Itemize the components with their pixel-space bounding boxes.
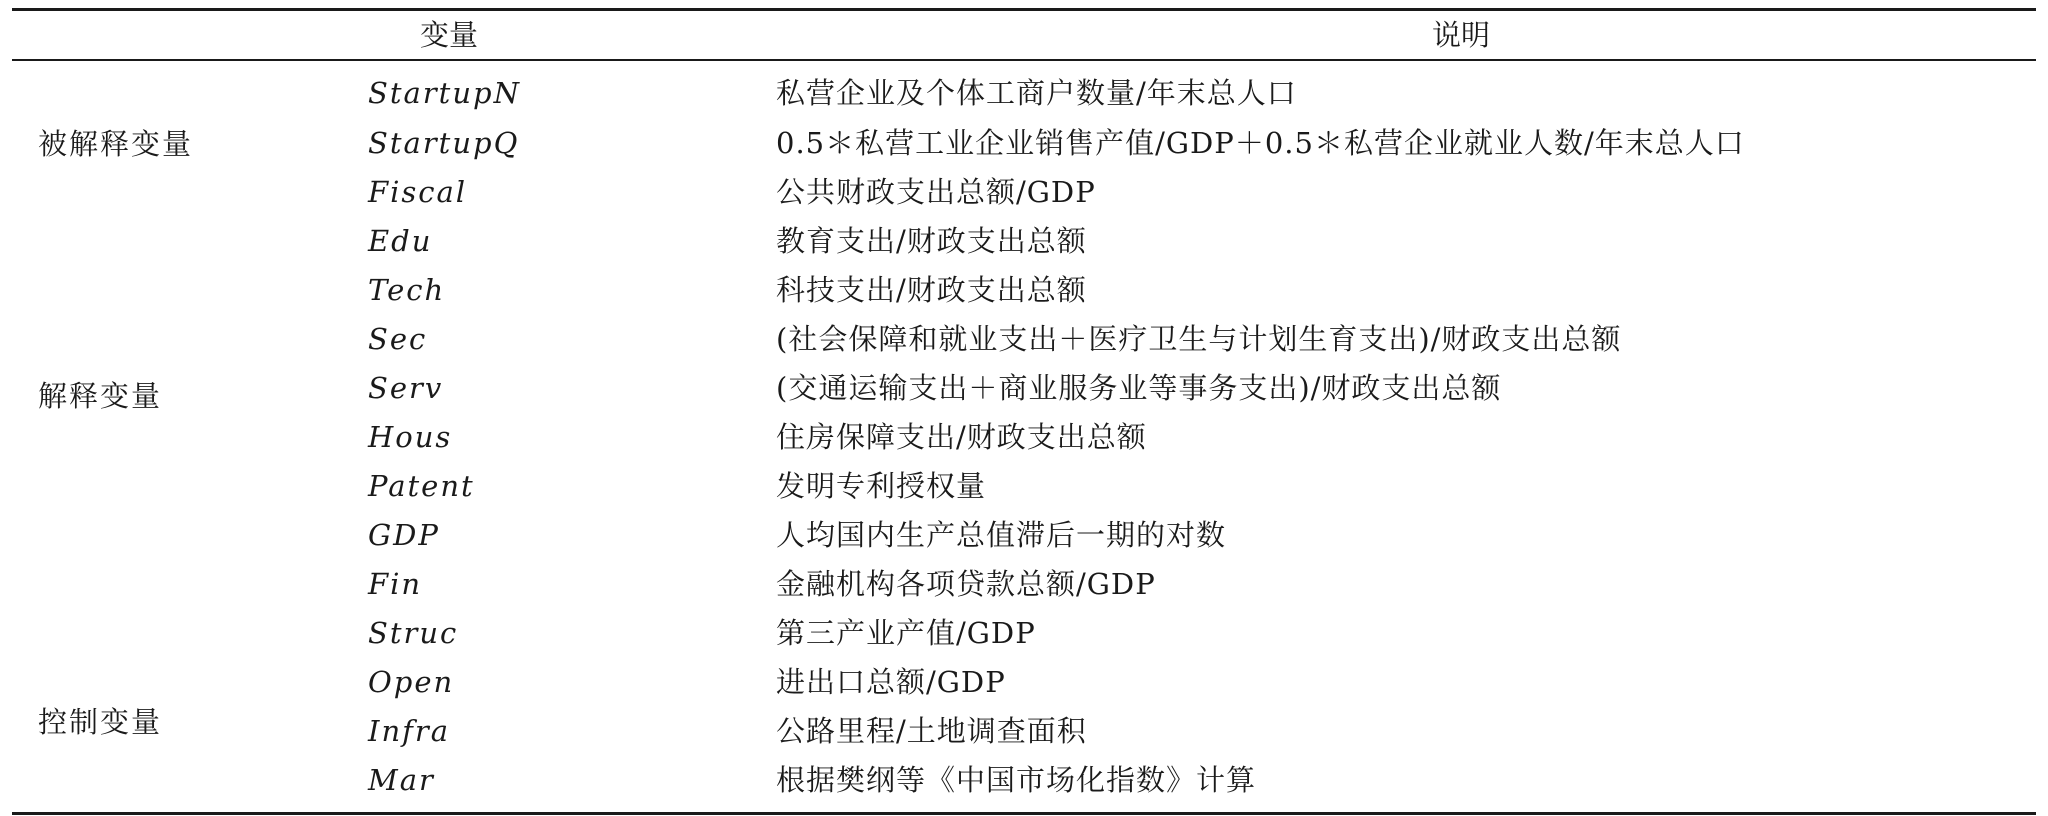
variable-description: 金融机构各项贷款总额/GDP bbox=[776, 566, 1156, 601]
variable-description: 科技支出/财政支出总额 bbox=[776, 272, 1087, 307]
table-row bbox=[12, 755, 2036, 805]
bottom-rule bbox=[12, 812, 2036, 815]
variable-description: 根据樊纲等《中国市场化指数》计算 bbox=[776, 762, 1257, 797]
variable-description: 私营企业及个体工商户数量/年末总人口 bbox=[776, 75, 1297, 110]
table-row bbox=[12, 68, 2036, 118]
table-header bbox=[12, 11, 2036, 59]
variable-symbol: Serv bbox=[368, 370, 444, 405]
table-row bbox=[12, 608, 2036, 658]
table-row bbox=[12, 118, 2036, 168]
variable-symbol: Fiscal bbox=[368, 174, 468, 209]
variable-symbol: GDP bbox=[368, 517, 440, 552]
table-row bbox=[12, 265, 2036, 315]
variable-symbol: Sec bbox=[368, 321, 428, 356]
variable-definition-table bbox=[12, 8, 2036, 815]
variable-symbol: Struc bbox=[368, 615, 459, 650]
group-label-explanatory: 解释变量 bbox=[38, 378, 163, 413]
table-row bbox=[12, 657, 2036, 707]
variable-symbol: Edu bbox=[368, 223, 433, 258]
variable-description: 公共财政支出总额/GDP bbox=[776, 174, 1096, 209]
variable-symbol: Open bbox=[368, 664, 455, 699]
table-row bbox=[12, 363, 2036, 413]
table-row bbox=[12, 706, 2036, 756]
table-row bbox=[12, 559, 2036, 609]
variable-symbol: Mar bbox=[368, 762, 435, 797]
variable-symbol: StartupQ bbox=[368, 125, 520, 160]
table-row bbox=[12, 314, 2036, 364]
table-body bbox=[12, 61, 2036, 812]
header-variable: 变量 bbox=[419, 18, 478, 52]
variable-description: 公路里程/土地调查面积 bbox=[776, 713, 1087, 748]
variable-description: (交通运输支出＋商业服务业等事务支出)/财政支出总额 bbox=[776, 370, 1502, 405]
table-row bbox=[12, 510, 2036, 560]
variable-description: 第三产业产值/GDP bbox=[776, 615, 1036, 650]
table-row bbox=[12, 167, 2036, 217]
variable-symbol: Infra bbox=[368, 713, 451, 748]
header-description: 说明 bbox=[1431, 18, 1490, 52]
variable-description: (社会保障和就业支出＋医疗卫生与计划生育支出)/财政支出总额 bbox=[776, 321, 1622, 356]
variable-symbol: Hous bbox=[368, 419, 453, 454]
variable-description: 教育支出/财政支出总额 bbox=[776, 223, 1087, 258]
variable-description: 人均国内生产总值滞后一期的对数 bbox=[776, 517, 1227, 552]
variable-symbol: Patent bbox=[368, 468, 475, 503]
variable-symbol: Tech bbox=[368, 272, 446, 307]
table-row bbox=[12, 412, 2036, 462]
variable-description: 0.5＊私营工业企业销售产值/GDP＋0.5＊私营企业就业人数/年末总人口 bbox=[776, 125, 1745, 160]
variable-description: 发明专利授权量 bbox=[776, 468, 987, 503]
variable-description: 进出口总额/GDP bbox=[776, 664, 1006, 699]
variable-symbol: StartupN bbox=[368, 75, 521, 110]
group-label-dependent: 被解释变量 bbox=[38, 126, 194, 161]
table-row bbox=[12, 216, 2036, 266]
variable-symbol: Fin bbox=[368, 566, 423, 601]
variable-description: 住房保障支出/财政支出总额 bbox=[776, 419, 1147, 454]
table-row bbox=[12, 461, 2036, 511]
group-label-control: 控制变量 bbox=[38, 704, 163, 739]
